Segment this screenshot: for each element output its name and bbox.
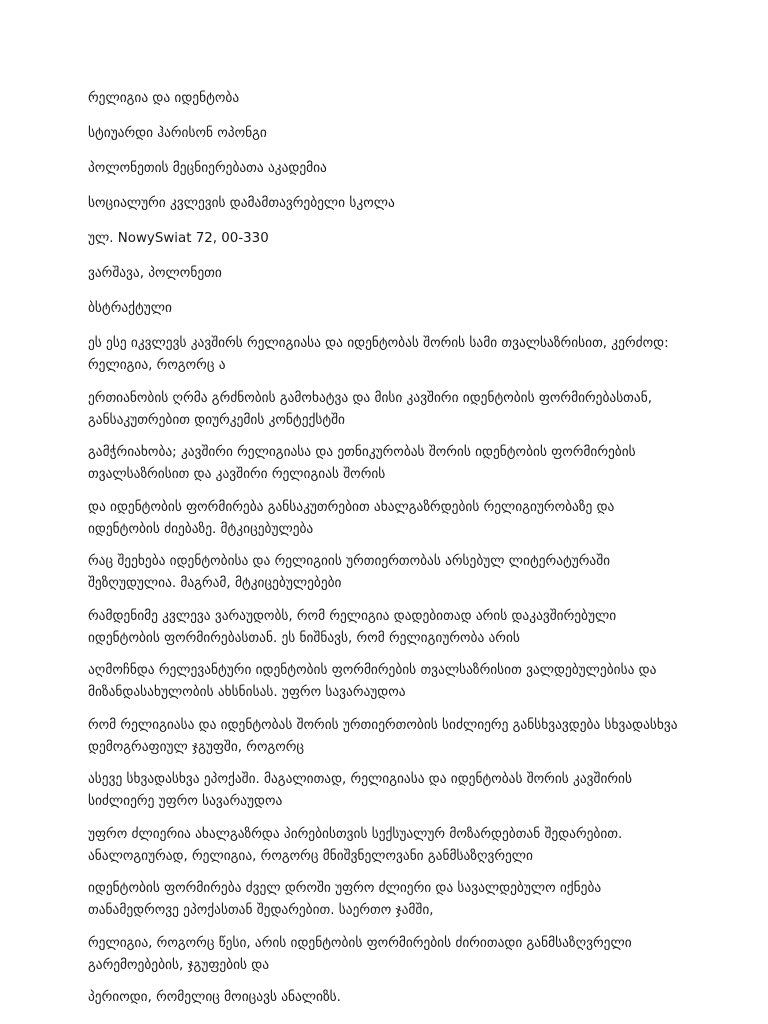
abstract-heading: ბსტრაქტული xyxy=(88,301,172,316)
affiliation-school: სოციალური კვლევის დამამთავრებელი სკოლა xyxy=(88,196,395,211)
body-paragraph: რელიგია, როგორც წესი, არის იდენტობის ფორმირების ძირითადი განმსაზღვრელი გარემოებების, ჯგუფების და xyxy=(88,935,632,973)
document-title: რელიგია და იდენტობა xyxy=(88,91,240,106)
affiliation-academy: პოლონეთის მეცნიერებათა აკადემია xyxy=(88,161,327,176)
body-paragraph: რომ რელიგიასა და იდენტობას შორის ურთიერთობის სიძლიერე განსხვავდება სხვადასხვა დემოგრაფიულ ჯგუფში, როგორც xyxy=(88,717,678,755)
body-paragraph: იდენტობის ფორმირება ძველ დროში უფრო ძლიერი და სავალდებულო იქნება თანამედროვე ეპოქასთან შედარებით. საერთო ჯამში, xyxy=(88,881,602,918)
address-city: ვარშავა, პოლონეთი xyxy=(88,266,222,281)
body-paragraph: რამდენიმე კვლევა ვარაუდობს, რომ რელიგია დადებითად არის დაკავშირებული იდენტობის ფორმირებასთან. ეს ნიშნავს, რომ რელიგიურობა არის xyxy=(88,608,617,646)
body-paragraph: ერთიანობის ღრმა გრძნობის გამოხატვა და მისი კავშირი იდენტობის ფორმირებასთან, განსაკუთრებით დიურკემის კონტექსტში xyxy=(88,390,652,428)
body-paragraph: უფრო ძლიერია ახალგაზრდა პირებისთვის სექსუალურ მოზარდებთან შედარებით. ანალოგიურად, რელიგია, როგორც მნიშვნელოვანი განმსაზღვრელი xyxy=(88,826,623,864)
body-paragraph: ასევე სხვადასხვა ეპოქაში. მაგალითად, რელიგიასა და იდენტობას შორის კავშირის სიძლიერე უფრო სავარაუდოა xyxy=(88,772,632,809)
body-paragraph: რაც შეეხება იდენტობისა და რელიგიის ურთიერთობას არსებულ ლიტერატურაში შეზღუდულია. მაგრამ, მტკიცებულებები xyxy=(88,554,611,591)
document-page xyxy=(88,88,688,1020)
body-paragraph: გამჭრიახობა; კავშირი რელიგიასა და ეთნიკურობას შორის იდენტობის ფორმირების თვალსაზრისით და კავშირი რელიგიას შორის xyxy=(88,445,636,482)
author-name: სტიუარდი ჰარისონ ოპონგი xyxy=(88,126,267,141)
body-paragraph: პერიოდი, რომელიც მოიცავს ანალიზს. xyxy=(88,990,341,1005)
address-street: ულ. NowySwiat 72, 00-330 xyxy=(88,231,269,246)
body-paragraph: ეს ესე იკვლევს კავშირს რელიგიასა და იდენტობას შორის სამი თვალსაზრისით, კერძოდ: რელიგია, როგორც ა xyxy=(88,336,669,373)
body-paragraph: აღმოჩნდა რელევანტური იდენტობის ფორმირების თვალსაზრისით ვალდებულებისა და მიზანდასახულობის ახსნისას. უფრო სავარაუდოა xyxy=(88,663,657,700)
body-paragraph: და იდენტობის ფორმირება განსაკუთრებით ახალგაზრდების რელიგიურობაზე და იდენტობის ძიებაზე. მტკიცებულება xyxy=(88,499,615,537)
